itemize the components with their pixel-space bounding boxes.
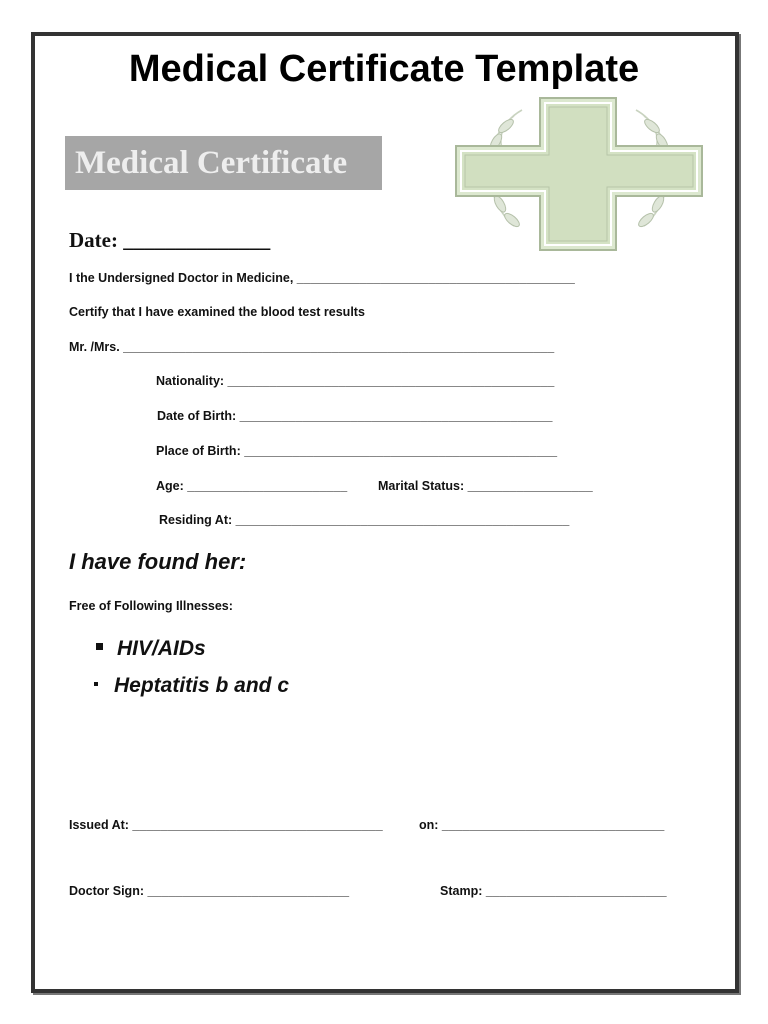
issued-on-line: on: ________________________________: [419, 818, 665, 832]
certify-line: Certify that I have examined the blood test results: [69, 305, 365, 319]
stamp-line: Stamp: __________________________: [440, 884, 667, 898]
found-heading: I have found her:: [69, 549, 247, 574]
certificate-banner: [65, 136, 382, 190]
doctor-line: I the Undersigned Doctor in Medicine, ________________________________________: [69, 271, 575, 285]
place-of-birth-line: Place of Birth: _____________________________________________: [156, 444, 558, 458]
illness-label: Heptatitis b and c: [114, 674, 290, 697]
patient-name-line: Mr. /Mrs. ______________________________________________________________: [69, 340, 555, 354]
issued-at-line: Issued At: ____________________________________: [69, 818, 383, 832]
age-line: Age: _______________________: [156, 479, 348, 493]
illness-item: [92, 672, 289, 700]
illness-label: HIV/AIDs: [117, 637, 206, 660]
illness-item: [96, 635, 206, 663]
doctor-sign-line: Doctor Sign: _____________________________: [69, 884, 350, 898]
banner-title: Medical Certificate: [75, 145, 348, 181]
nationality-line: Nationality: _______________________________________________: [156, 374, 555, 388]
date-field: Date: ______________: [69, 228, 271, 252]
residing-at-line: Residing At: ________________________________________________: [159, 513, 570, 527]
medical-cross-icon: [454, 96, 704, 252]
page-title: Medical Certificate Template: [128, 48, 640, 90]
marital-status-line: Marital Status: __________________: [378, 479, 593, 493]
bullet-icon: [96, 643, 103, 650]
free-of-label: Free of Following Illnesses:: [69, 599, 233, 613]
bullet-icon: [94, 682, 98, 686]
date-of-birth-line: Date of Birth: _____________________________________________: [157, 409, 553, 423]
